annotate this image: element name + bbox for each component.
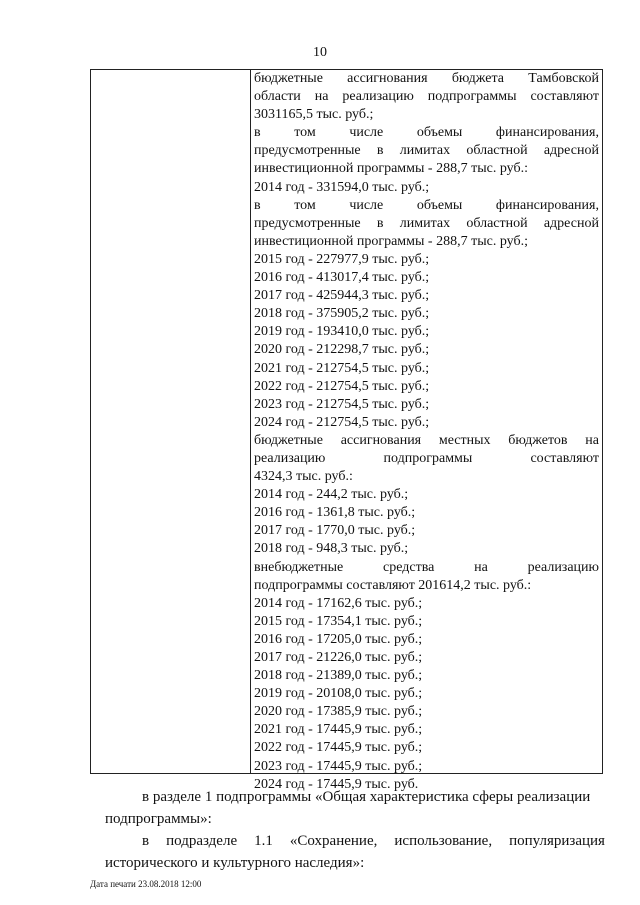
amendment-text bbox=[105, 786, 605, 874]
funding-word: областной bbox=[466, 215, 528, 231]
print-date: Дата печати 23.08.2018 12:00 bbox=[90, 879, 202, 889]
funding-line: 2024 год - 17445,9 тыс. руб. bbox=[254, 776, 419, 792]
funding-word: числе bbox=[349, 125, 384, 141]
amendment-word: «Сохранение, bbox=[289, 833, 378, 849]
funding-word: бюджетные bbox=[254, 71, 323, 86]
funding-word: том bbox=[294, 197, 316, 213]
funding-word: реализацию bbox=[254, 450, 326, 466]
funding-word: на bbox=[585, 432, 599, 448]
funding-line: 2014 год - 331594,0 тыс. руб.; bbox=[254, 179, 430, 195]
funding-word: в bbox=[254, 197, 261, 213]
funding-word: подпрограммы bbox=[383, 450, 473, 466]
funding-word: предусмотренные bbox=[254, 143, 361, 159]
funding-word: на bbox=[474, 559, 488, 575]
funding-word: финансирования, bbox=[495, 125, 599, 141]
funding-line: 2019 год - 193410,0 тыс. руб.; bbox=[254, 324, 430, 340]
funding-line: 2022 год - 17445,9 тыс. руб.; bbox=[254, 740, 423, 756]
funding-line: 3031165,5 тыс. руб.; bbox=[254, 107, 374, 123]
funding-word: в bbox=[254, 125, 261, 141]
funding-word: Тамбовской bbox=[528, 71, 599, 86]
funding-line: инвестиционной программы - 288,7 тыс. руб.: bbox=[254, 161, 528, 177]
page-number: 10 bbox=[313, 45, 327, 60]
funding-line bbox=[254, 197, 599, 215]
funding-line: 2016 год - 1361,8 тыс. руб.; bbox=[254, 505, 416, 521]
funding-line: 2015 год - 17354,1 тыс. руб.; bbox=[254, 613, 423, 629]
funding-word: бюджетов bbox=[508, 432, 568, 448]
funding-word: адресной bbox=[543, 143, 599, 159]
funding-line bbox=[254, 559, 599, 577]
funding-word: составляют bbox=[530, 89, 599, 105]
funding-table bbox=[90, 69, 603, 792]
amendment-paragraph-2-cont: исторического и культурного наследия»: bbox=[105, 855, 365, 871]
funding-word: в bbox=[376, 143, 384, 159]
funding-word: подпрограммы bbox=[427, 89, 517, 105]
funding-word: финансирования, bbox=[495, 197, 599, 213]
funding-line: 2018 год - 948,3 тыс. руб.; bbox=[254, 541, 409, 557]
funding-line: 2023 год - 17445,9 тыс. руб.; bbox=[254, 758, 423, 774]
funding-text-cell bbox=[254, 70, 599, 794]
funding-line: 2022 год - 212754,5 тыс. руб.; bbox=[254, 378, 430, 394]
funding-line: инвестиционной программы - 288,7 тыс. руб.; bbox=[254, 233, 528, 249]
funding-word: ассигнования bbox=[340, 432, 422, 448]
funding-word: лимитах bbox=[399, 215, 451, 231]
funding-line: 2014 год - 244,2 тыс. руб.; bbox=[254, 487, 409, 503]
amendment-paragraph-2 bbox=[105, 830, 605, 852]
funding-word: составляют bbox=[530, 450, 599, 466]
funding-word: том bbox=[294, 125, 316, 141]
amendment-word: подразделе bbox=[166, 833, 238, 849]
funding-line bbox=[254, 432, 599, 450]
funding-line: 2021 год - 17445,9 тыс. руб.; bbox=[254, 722, 423, 738]
funding-line bbox=[254, 88, 599, 106]
funding-line bbox=[254, 124, 599, 142]
funding-line: 2016 год - 413017,4 тыс. руб.; bbox=[254, 270, 430, 286]
funding-line: 2023 год - 212754,5 тыс. руб.; bbox=[254, 396, 430, 412]
amendment-word: 1.1 bbox=[254, 833, 273, 849]
funding-line bbox=[254, 142, 599, 160]
column-divider bbox=[250, 70, 251, 773]
funding-word: объемы bbox=[416, 125, 463, 141]
funding-word: в bbox=[376, 215, 384, 231]
funding-line bbox=[254, 450, 599, 468]
funding-line: 2014 год - 17162,6 тыс. руб.; bbox=[254, 595, 423, 611]
amendment-word: использование, bbox=[394, 833, 493, 849]
funding-line: 2020 год - 212298,7 тыс. руб.; bbox=[254, 342, 430, 358]
funding-line: 2017 год - 1770,0 тыс. руб.; bbox=[254, 523, 416, 539]
funding-line: 2018 год - 375905,2 тыс. руб.; bbox=[254, 306, 430, 322]
funding-word: объемы bbox=[416, 197, 463, 213]
funding-word: областной bbox=[466, 143, 528, 159]
funding-line: 2017 год - 21226,0 тыс. руб.; bbox=[254, 650, 423, 665]
funding-word: числе bbox=[349, 197, 384, 213]
funding-line bbox=[254, 215, 599, 233]
funding-line: 2019 год - 20108,0 тыс. руб.; bbox=[254, 686, 423, 702]
funding-word: местных bbox=[438, 432, 491, 448]
funding-word: бюджетные bbox=[254, 432, 323, 448]
funding-word: предусмотренные bbox=[254, 215, 361, 231]
funding-word: ассигнования bbox=[347, 71, 428, 86]
funding-word: реализацию bbox=[342, 89, 414, 105]
funding-line: 2024 год - 212754,5 тыс. руб.; bbox=[254, 414, 430, 430]
funding-word: области bbox=[254, 89, 301, 105]
funding-line: 2016 год - 17205,0 тыс. руб.; bbox=[254, 631, 423, 647]
funding-line: 2021 год - 212754,5 тыс. руб.; bbox=[254, 360, 430, 376]
funding-word: лимитах bbox=[399, 143, 451, 159]
amendment-paragraph-1-cont: подпрограммы»: bbox=[105, 811, 212, 827]
funding-word: внебюджетные bbox=[254, 559, 344, 575]
funding-word: реализацию bbox=[527, 559, 599, 575]
funding-word: на bbox=[314, 89, 329, 105]
funding-line: 2015 год - 227977,9 тыс. руб.; bbox=[254, 251, 430, 267]
funding-line: подпрограммы составляют 201614,2 тыс. руб.: bbox=[254, 577, 532, 593]
funding-line: 2018 год - 21389,0 тыс. руб.; bbox=[254, 668, 423, 684]
funding-word: адресной bbox=[543, 215, 599, 231]
funding-line: 2020 год - 17385,9 тыс. руб.; bbox=[254, 704, 423, 720]
funding-word: средства bbox=[383, 559, 435, 575]
amendment-paragraph-1: в разделе 1 подпрограммы «Общая характеристика сферы реализации bbox=[142, 789, 591, 805]
amendment-word: популяризация bbox=[509, 833, 605, 849]
funding-line bbox=[254, 70, 599, 88]
amendment-word: в bbox=[142, 833, 150, 849]
funding-word: бюджета bbox=[451, 71, 505, 86]
funding-line: 2017 год - 425944,3 тыс. руб.; bbox=[254, 288, 430, 304]
funding-line: 4324,3 тыс. руб.: bbox=[254, 469, 353, 485]
